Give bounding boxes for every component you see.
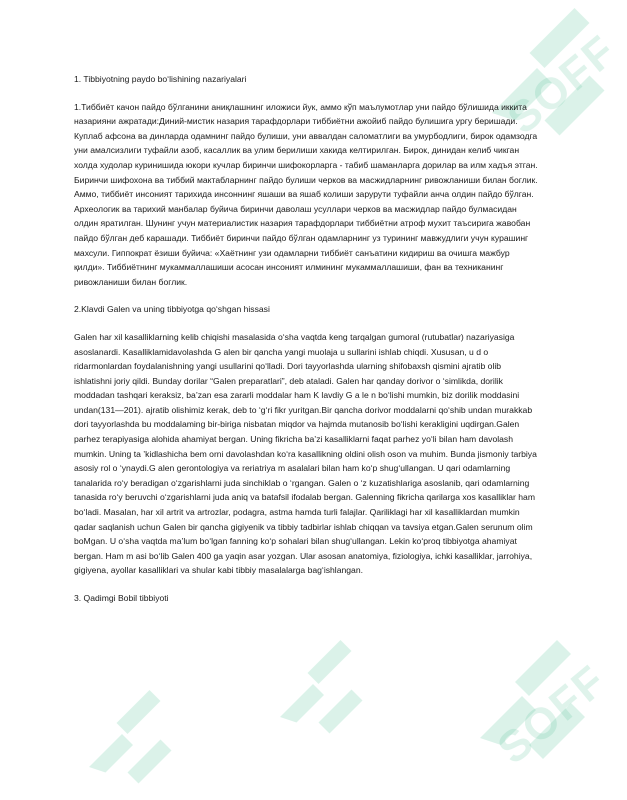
watermark-text: SOFF <box>498 25 627 144</box>
watermark-logo-icon <box>258 640 368 750</box>
section-2-heading: 2.Klavdi Galen va uning tibbiyotga qo‘shgan hissasi <box>74 304 270 315</box>
watermark-text: SOFF <box>488 655 617 774</box>
section-2-paragraph: Galen har xil kasalliklarning kelib chiqishi masalasida o‘sha vaqtda keng tarqalgan gumoral (rutubatlar) nazariyasiga asoslanardi. Kasalliklamidavolashda G alen bir qancha yangi muolaja u sullarini ishlab chiqdi. Xususan, u d o ridarmonlardan foydalanishning yangi usullarini qo‘lladi. Dori tayyorlashda ularning shifobaxsh qismini ajratib olib ishlatishni joriy qildi. Bunday dorilar “Galen preparatlari”, deb ataladi. Galen har qanday dorivor o ‘simlikda, dorilik moddadan tashqari keraksiz, ba’zan esa zararli moddalar ham K lavdiy G a le n bo‘lishi mumkin, biz dorilik moddasini undan(131—201). ajratib olishimiz kerak, deb to ‘g‘ri fikr yuritgan.Bir qancha dorivor moddalarni qo‘shib undan murakkab dori tayyorlashda bu moddalaming bir-biriga nisbatan miqdor va hajmda mutanosib bo‘lishi kerakligini uqdirgan.Galen parhez terapiyasiga alohida ahamiyat bergan. Uning fikricha ba’zi kasalliklarni faqat parhez yo‘li bilan ham davolash mumkin. Uning ta ’kidlashicha bem orni davolashdan ko‘ra kasallikning oldini olish oson va muhim. Bunda jismoniy tarbiya asosiy rol o ‘ynaydi.G alen gerontologiya va reriatriya m asalalari bilan ham ko‘p shug‘ullangan. U qari odamlarning tanalarida ro‘y beradigan o‘zgarishlarni juda sinchiklab o ‘rgangan. Galen o ‘z kuzatishlariga asoslanib, qari odamlarning tanasida ro‘y beruvchi o‘zgarishlarni juda aniq va batafsil ifodalab bergan. Galenning fikricha qarilarga xos kasalliklar ham bo‘ladi. Masalan, har xil artrit va artrozlar, podagra, astma hamda turli falajlar. Qariliklagi har xil kasalliklardan mumkin qadar saqlanish uchun Galen bir qancha gigiyenik va tibbiy tadbirlar ishlab chiqqan va tavsiya etgan.Galen serunum olim boMgan. U o‘sha vaqtda ma’lum bo‘lgan fanning ko‘p sohalari bilan shug‘ullangan. Lekin ko‘proq tibbiyotga ahamiyat bergan. Ham m asi bo‘lib Galen 400 ga yaqin asar yozgan. Ular asosan anatomiya, fiziologiya, ichki kasalliklar, jarrohiya, gigiyena, ayollar kasalliklari va shular kabi tibbiy masalalarga bag‘ishlangan. <box>74 331 537 576</box>
section-3-heading: 3. Qadimgi Bobil tibbiyoti <box>74 593 169 603</box>
section-1-heading: 1. Tibbiyotning paydo bo‘lishining nazariyalari <box>74 74 247 84</box>
watermark-logo-icon <box>452 640 592 780</box>
document-body <box>74 72 540 619</box>
section-1-paragraph: 1.Тиббиёт качон пайдо бўлганини аниқлашнинг иложиси йук, аммо кўп маълумотлар уни пайдо бўлишида иккита назарияни ажратади:Диний-мистик назария тарафдорлари тиббиётни ажойиб пайдо булишига ургу беришади. Куплаб афсона ва динларда одамнинг пайдо булиши, уни аввалдан саломатлиги ва умурбодлиги, бирок одамзодга уни амалсизлиги туфайли азоб, касаллик ва улим берилиши хакида келтирилган. Бирок, динидан келиб чикган холда худолар куринишида юкори кучлар биринчи шифокорларга - табиб шаманларга дорилар ва илм хадъя этган. Биринчи шифохона ва тиббий мактабларнинг пайдо булиши черков ва масжидларнинг ривожланиши билан боглик. Аммо, тиббиёт инсоният тарихида инсоннинг яшаши ва яшаб колиши зарурути туфайли анча олдин пайдо бўлган. Археологик ва тарихий манбалар буйича биринчи даволаш усуллари черков ва масжидлар пайдо булмасидан олдин яратилган. Шунинг учун материалистик назария тарафдорлари тиббиётни атроф мухит таъсирига жавобан пайдо бўлган деб карашади. Тиббиёт биринчи пайдо бўлган одамларнинг уз турининг мавжудлиги учун курашинг махсули. Гиппократ ёзиши буйича: «Хаётнинг узи одамларни тиббиёт санъатини кидириш ва очишга мажбур қилди». Тиббиётнинг мукаммаллашиши асосан инсоният илмининг мукаммаллашиши, фан ва техниканинг ривожланиши билан боглик. <box>74 101 538 287</box>
watermark-logo-icon <box>62 690 182 800</box>
